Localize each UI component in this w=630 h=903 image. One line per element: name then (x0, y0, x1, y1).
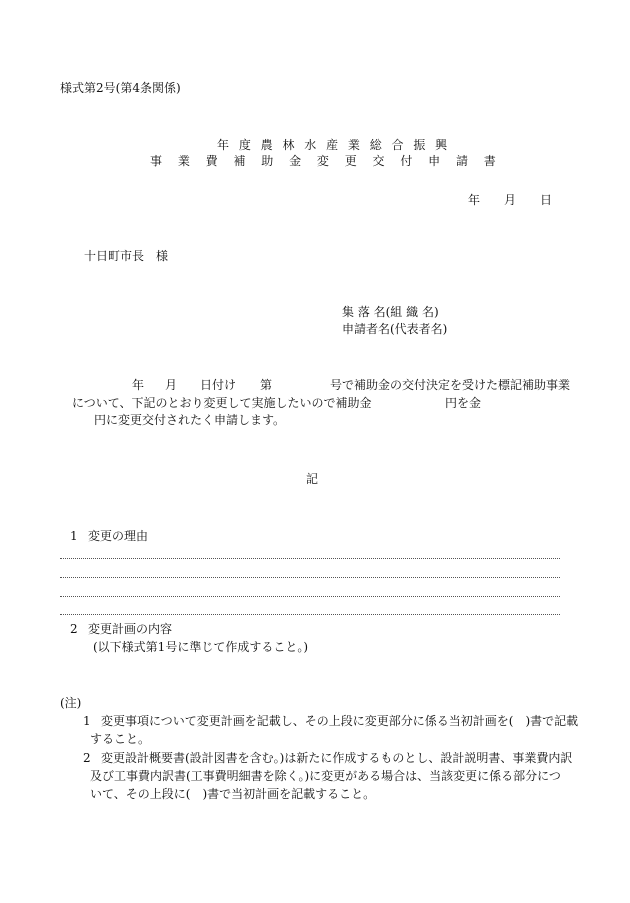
note-1-line-2: すること。 (90, 732, 151, 746)
applicant-org-label: 集 落 名(組 織 名) (342, 305, 439, 319)
note-2-line-3: いて、その上段に( )書で当初計画を記載すること。 (90, 787, 376, 801)
notes-heading: (注) (60, 696, 82, 710)
body-day: 日付け (200, 378, 237, 392)
section-1-number: 1 (70, 529, 78, 543)
section-2-title: 変更計画の内容 (88, 622, 173, 636)
body-number-prefix: 第 (260, 378, 273, 392)
body-year: 年 (132, 378, 145, 392)
applicant-rep-label: 申請者名(代表者名) (342, 322, 448, 336)
note-2-number: 2 (83, 751, 91, 765)
reason-line-2 (60, 577, 560, 578)
section-1-title: 変更の理由 (88, 529, 149, 543)
reason-line-4 (60, 614, 560, 615)
addressee: 十日町市長 様 (84, 249, 169, 263)
note-2-line-1: 変更設計概要書(設計図書を含む。)は新たに作成するものとし、設計説明書、事業費内訳 (101, 751, 573, 765)
body-line2-yen: 円を金 (445, 396, 482, 410)
section-2-note: (以下様式第1号に準じて作成すること。) (93, 640, 308, 654)
title-line-2: 事 業 費 補 助 金 変 更 交 付 申 請 書 (150, 154, 498, 168)
body-line1-rest: 号で補助金の交付決定を受けた標記補助事業 (330, 378, 571, 392)
reason-line-3 (60, 596, 560, 597)
reason-line-1 (60, 558, 560, 559)
date-line: 年 月 日 (468, 193, 553, 207)
section-2-number: 2 (70, 622, 78, 636)
note-1-line-1: 変更事項について変更計画を記載し、その上段に変更部分に係る当初計画を( )書で記載 (101, 714, 579, 728)
form-number: 様式第2号(第4条関係) (60, 81, 181, 95)
body-line3: 円に変更交付されたく申請します。 (94, 413, 286, 427)
note-2-line-2: 及び工事費内訳書(工事費明細書を除く。)に変更がある場合は、当該変更に係る部分につ (90, 769, 561, 783)
body-line2: について、下記のとおり変更して実施したいので補助金 (72, 396, 372, 410)
body-month: 月 (165, 378, 178, 392)
title-line-1: 年 度 農 林 水 産 業 総 合 振 興 (217, 138, 451, 152)
note-1-number: 1 (83, 714, 91, 728)
ki-heading: 記 (306, 472, 319, 486)
